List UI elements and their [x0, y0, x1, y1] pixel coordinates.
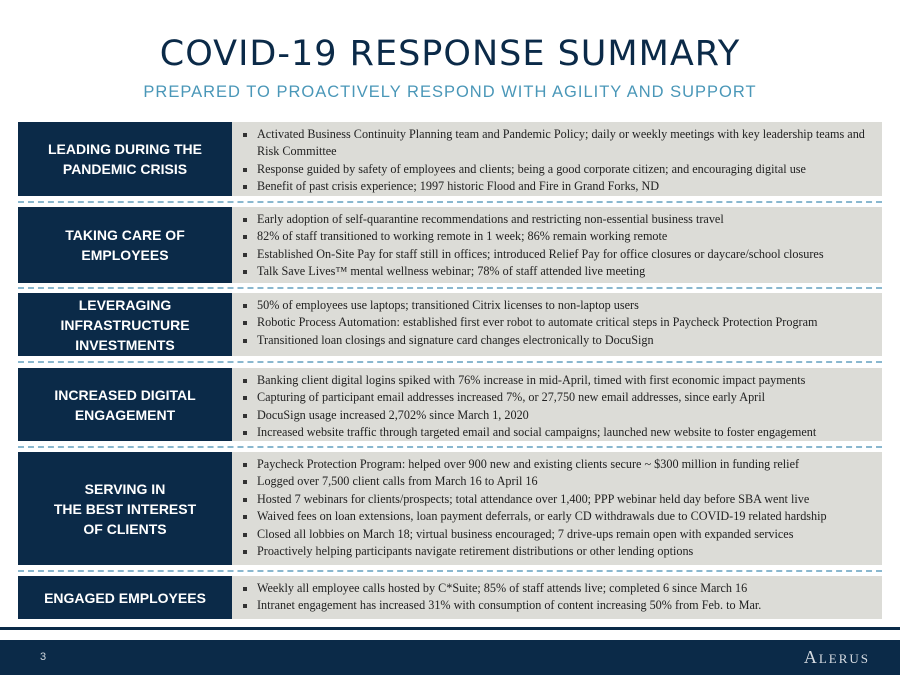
bullet-item: Robotic Process Automation: established first ever robot to automate critical steps in Paycheck Protection Program — [242, 314, 876, 331]
section-row — [18, 576, 882, 619]
section-label: TAKING CARE OF EMPLOYEES — [18, 207, 232, 283]
bullet-item: Closed all lobbies on March 18; virtual business encouraged; 7 drive-ups remain open with expanded services — [242, 526, 876, 543]
bullet-list — [242, 372, 876, 442]
bullet-item: Activated Business Continuity Planning team and Pandemic Policy; daily or weekly meetings with key leadership teams and Risk Committee — [242, 126, 876, 161]
section-content — [232, 207, 882, 283]
bullet-item: Response guided by safety of employees and clients; being a good corporate citizen; and encouraging digital use — [242, 161, 876, 178]
footer-bar — [0, 640, 900, 675]
bullet-item: Waived fees on loan extensions, loan payment deferrals, or early CD withdrawals due to COVID-19 related hardship — [242, 508, 876, 525]
section-content — [232, 576, 882, 619]
section-label: LEVERAGING INFRASTRUCTURE INVESTMENTS — [18, 293, 232, 356]
bullet-item: Talk Save Lives™ mental wellness webinar; 78% of staff attended live meeting — [242, 263, 876, 280]
bullet-item: Established On-Site Pay for staff still in offices; introduced Relief Pay for office closures or daycare/school closures — [242, 246, 876, 263]
bullet-item: Early adoption of self-quarantine recommendations and restricting non-essential business travel — [242, 211, 876, 228]
bullet-item: Transitioned loan closings and signature card changes electronically to DocuSign — [242, 332, 876, 349]
section-content — [232, 368, 882, 441]
dashed-divider — [18, 361, 882, 363]
bullet-item: Paycheck Protection Program: helped over 900 new and existing clients secure ~ $300 million in funding relief — [242, 456, 876, 473]
page-subtitle: PREPARED TO PROACTIVELY RESPOND WITH AGILITY AND SUPPORT — [143, 83, 757, 101]
bullet-item: Increased website traffic through targeted email and social campaigns; launched new website to foster engagement — [242, 424, 876, 441]
bullet-item: Weekly all employee calls hosted by C*Suite; 85% of staff attends live; completed 6 since March 16 — [242, 580, 876, 597]
section-content — [232, 293, 882, 356]
page-number: 3 — [40, 651, 47, 663]
bullet-item: 50% of employees use laptops; transitioned Citrix licenses to non-laptop users — [242, 297, 876, 314]
bullet-item: Hosted 7 webinars for clients/prospects; total attendance over 1,400; PPP webinar held day before SBA went live — [242, 491, 876, 508]
section-row — [18, 207, 882, 283]
bullet-item: DocuSign usage increased 2,702% since March 1, 2020 — [242, 407, 876, 424]
section-label: SERVING IN THE BEST INTEREST OF CLIENTS — [18, 452, 232, 565]
section-content — [232, 452, 882, 565]
dashed-divider — [18, 201, 882, 203]
bullet-item: Logged over 7,500 client calls from March 16 to April 16 — [242, 473, 876, 490]
dashed-divider — [18, 570, 882, 572]
bullet-item: Intranet engagement has increased 31% with consumption of content increasing 50% from Feb. to Mar. — [242, 597, 876, 614]
bullet-list — [242, 297, 876, 349]
bullet-item: Capturing of participant email addresses increased 7%, or 27,750 new email addresses, since early April — [242, 389, 876, 406]
section-row — [18, 452, 882, 565]
dashed-divider — [18, 446, 882, 448]
bullet-list — [242, 456, 876, 560]
bullet-item: Proactively helping participants navigate retirement distributions or other lending options — [242, 543, 876, 560]
bullet-list — [242, 580, 876, 615]
bullet-item: Benefit of past crisis experience; 1997 historic Flood and Fire in Grand Forks, ND — [242, 178, 876, 195]
page-title: COVID-19 RESPONSE SUMMARY — [159, 34, 741, 74]
footer-divider — [0, 627, 900, 630]
alerus-logo: Alerus — [803, 647, 870, 667]
section-row — [18, 368, 882, 441]
section-label: LEADING DURING THE PANDEMIC CRISIS — [18, 122, 232, 196]
section-label: ENGAGED EMPLOYEES — [18, 576, 232, 619]
section-row — [18, 122, 882, 196]
bullet-item: 82% of staff transitioned to working remote in 1 week; 86% remain working remote — [242, 228, 876, 245]
section-row — [18, 293, 882, 356]
bullet-list — [242, 211, 876, 281]
dashed-divider — [18, 287, 882, 289]
bullet-item: Banking client digital logins spiked with 76% increase in mid-April, timed with first economic impact payments — [242, 372, 876, 389]
bullet-list — [242, 126, 876, 196]
section-label: INCREASED DIGITAL ENGAGEMENT — [18, 368, 232, 441]
section-content — [232, 122, 882, 196]
